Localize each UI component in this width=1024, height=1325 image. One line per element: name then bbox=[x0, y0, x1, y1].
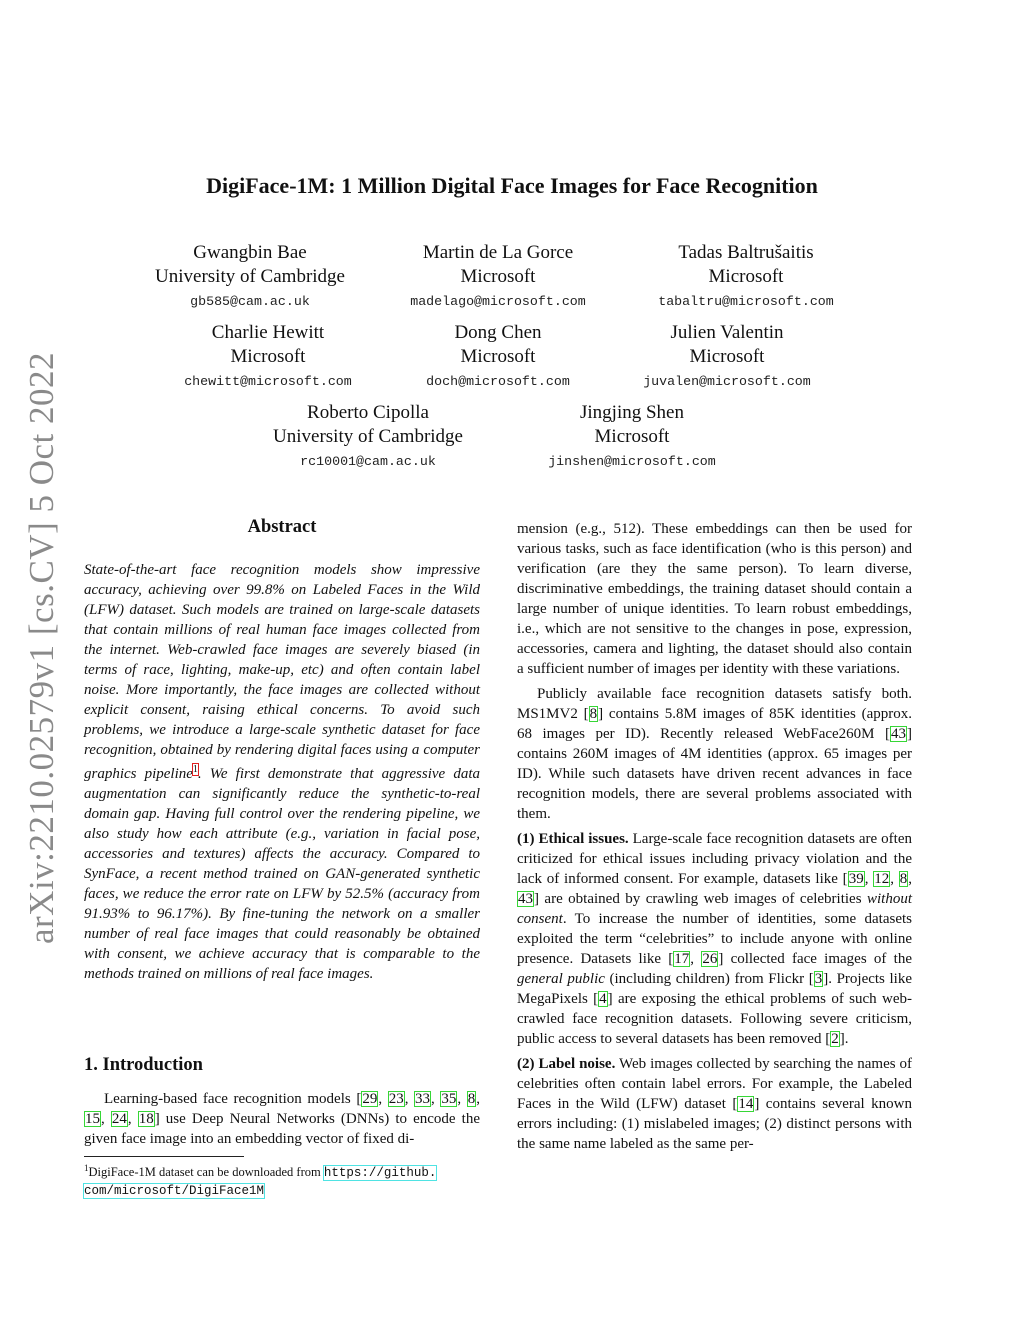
arxiv-stamp bbox=[22, 351, 62, 944]
text-run: ] contains 260M images of 4M identities (approx. 65 images per ID). While such datasets have driven recent advances in face recognition models, there are several problems associated with them. bbox=[517, 726, 912, 822]
citation-link[interactable]: 2 bbox=[831, 1031, 839, 1047]
author-name: Jingjing Shen bbox=[580, 402, 684, 423]
author-email[interactable]: jinshen@microsoft.com bbox=[548, 454, 716, 469]
author-email[interactable]: madelago@microsoft.com bbox=[410, 294, 586, 309]
author-name: Martin de La Gorce bbox=[422, 242, 574, 263]
author-block bbox=[502, 401, 762, 470]
text-run: ]. bbox=[839, 1031, 849, 1047]
author-name: Charlie Hewitt bbox=[211, 322, 325, 343]
footnote-url-part: https://github. bbox=[323, 1166, 437, 1181]
citation-link[interactable]: 14 bbox=[738, 1096, 754, 1112]
citation-link[interactable]: 23 bbox=[388, 1091, 404, 1107]
paragraph-heading: (2) Label noise. bbox=[517, 1056, 616, 1072]
author-name: Dong Chen bbox=[454, 322, 542, 343]
author-email[interactable]: doch@microsoft.com bbox=[426, 374, 570, 389]
text-run: (including children) from Flickr [ bbox=[604, 971, 814, 987]
author-affiliation: Microsoft bbox=[460, 265, 536, 287]
text-run: . To increase the number of identities, some datasets exploited the term “celebrities” to include anyone with online presence. Datasets like [ bbox=[517, 911, 912, 967]
paragraph-heading: (1) Ethical issues. bbox=[517, 831, 629, 847]
author-affiliation: University of Cambridge bbox=[273, 425, 463, 447]
citation-link[interactable]: 43 bbox=[518, 891, 533, 907]
text-run: ] use Deep Neural Networks (DNNs) to encode the given face image into an embedding vector of fixed di- bbox=[84, 1111, 480, 1147]
intro-paragraph: Learning-based face recognition models [29, 23, 33, 35, 8, 15, 24, 18] use Deep Neural Networks (DNNs) to encode the given face image into an embedding vector of fixed di- bbox=[84, 1091, 481, 1147]
arxiv-stamp-text: arXiv:2210.02579v1 [cs.CV] 5 Oct 2022 bbox=[22, 351, 62, 944]
author-email[interactable]: juvalen@microsoft.com bbox=[643, 374, 811, 389]
abstract-text-1: State-of-the-art face recognition models show impressive accuracy, achieving over 99.8% on Labeled Faces in the Wild (LFW) dataset. Such models are trained on large-scale datasets that contain millions of real human face images collected from the internet. Web-crawled face images are severely biased (in terms of race, lighting, make-up, etc) and often contain label noise. More importantly, the face images are collected without explicit consent, raising ethical concerns. To avoid such problems, we introduce a large-scale synthetic dataset for face recognition, obtained by rendering digital faces using a computer graphics pipeline bbox=[84, 562, 480, 782]
text-run: ] collected face images of the bbox=[718, 951, 913, 967]
author-email[interactable]: gb585@cam.ac.uk bbox=[190, 294, 310, 309]
citation-link[interactable]: 24 bbox=[111, 1111, 127, 1127]
text-run: Large-scale face recognition datasets are often criticized for ethical issues including privacy violation and the lack of informed consent. For example, datasets like [ bbox=[517, 831, 912, 887]
text-run: Publicly available face recognition datasets satisfy both. MS1MV2 [ bbox=[517, 686, 912, 722]
emphasis: without consent bbox=[517, 891, 912, 927]
author-email[interactable]: rc10001@cam.ac.uk bbox=[300, 454, 436, 469]
author-name: Gwangbin Bae bbox=[193, 242, 307, 263]
author-block bbox=[368, 241, 628, 310]
author-affiliation: Microsoft bbox=[460, 345, 536, 367]
author-block bbox=[616, 241, 876, 310]
citation-link[interactable]: 15 bbox=[85, 1111, 100, 1127]
abstract-heading: Abstract bbox=[247, 517, 317, 537]
footnote-text: DigiFace-1M dataset can be downloaded from bbox=[88, 1165, 324, 1180]
author-email[interactable]: chewitt@microsoft.com bbox=[184, 374, 352, 389]
section-heading-introduction: 1. Introduction bbox=[84, 1055, 203, 1075]
abstract-body bbox=[84, 560, 480, 984]
author-name: Roberto Cipolla bbox=[307, 402, 429, 423]
author-affiliation: Microsoft bbox=[689, 345, 765, 367]
author-block bbox=[120, 241, 380, 310]
footnote-link[interactable]: 1 bbox=[192, 764, 198, 775]
citation-link[interactable]: 29 bbox=[362, 1091, 378, 1107]
citation-link[interactable]: 43 bbox=[891, 726, 906, 742]
body-paragraph bbox=[517, 684, 912, 824]
footnote bbox=[84, 1160, 480, 1200]
emphasis: general public bbox=[517, 971, 605, 987]
text-run: ] are exposing the ethical problems of such web-crawled face recognition datasets. Following severe criticism, public access to several datasets has been removed [ bbox=[517, 991, 912, 1047]
citation-link[interactable]: 3 bbox=[814, 971, 823, 987]
citation-link[interactable]: 8 bbox=[589, 706, 598, 722]
footnote-number: 1 bbox=[84, 1163, 89, 1173]
body-paragraph: (1) Ethical issues. Large-scale face recognition datasets are often criticized for ethical issues including privacy violation and the lack of informed consent. For example, datasets like [39, 12, 8, 43] are obtained by crawling web images of celebrities without consent. To increase the number of identities, some datasets exploited the term “celebrities” to include anyone with online presence. Datasets like [17, 26] collected face images of the general public (including children) from Flickr [3]. Projects like MegaPixels [4] are exposing the ethical problems of such web-crawled face recognition datasets. Following severe criticism, public access to several datasets has been removed [2]. bbox=[517, 831, 913, 1047]
author-email[interactable]: tabaltru@microsoft.com bbox=[658, 294, 834, 309]
text-run: ] contains 5.8M images of 85K identities (approx. 68 images per ID). Recently released WebFace260M [ bbox=[517, 706, 912, 742]
author-block bbox=[368, 321, 628, 390]
citation-link[interactable]: 35 bbox=[441, 1091, 457, 1107]
citation-link[interactable]: 4 bbox=[599, 991, 607, 1007]
text-run: ] contains several known errors including: (1) mislabeled images; (2) distinct persons with the same name labeled as the same per- bbox=[517, 1096, 912, 1152]
citation-link[interactable]: 33 bbox=[415, 1091, 431, 1107]
abstract-text-2: . We first demonstrate that aggressive data augmentation can significantly reduce the synthetic-to-real domain gap. Having full control over the rendering pipeline, we also study how each attribute (e.g., variation in facial pose, accessories and textures) affects the accuracy. Compared to SynFace, a recent method trained on GAN-generated synthetic faces, we reduce the error rate on LFW by 52.5% (accuracy from 91.93% to 96.17%). By fine-tuning the network on a smaller number of real face images that could reasonably be obtained with consent, we achieve accuracy that is comparable to the methods trained on millions of real face images. bbox=[84, 766, 480, 982]
author-affiliation: University of Cambridge bbox=[155, 265, 345, 287]
citation-link[interactable]: 12 bbox=[874, 871, 890, 887]
author-name: Tadas Baltrušaitis bbox=[678, 242, 814, 263]
author-affiliation: Microsoft bbox=[230, 345, 306, 367]
paper-title: DigiFace-1M: 1 Million Digital Face Images for Face Recognition bbox=[206, 173, 818, 198]
author-affiliation: Microsoft bbox=[594, 425, 670, 447]
body-paragraph bbox=[517, 1054, 912, 1154]
citation-link[interactable]: 26 bbox=[702, 951, 718, 967]
citation-link[interactable]: 18 bbox=[138, 1111, 154, 1127]
text-run: Web images collected by searching the names of celebrities often contain label errors. For example, the Labeled Faces in the Wild (LFW) dataset [ bbox=[517, 1056, 913, 1112]
text-run: ] are obtained by crawling web images of celebrities bbox=[534, 891, 867, 907]
citation-link[interactable]: 17 bbox=[674, 951, 690, 967]
citation-link[interactable]: 8 bbox=[467, 1091, 476, 1107]
citation-link[interactable]: 39 bbox=[848, 871, 864, 887]
author-name: Julien Valentin bbox=[670, 322, 784, 343]
right-column bbox=[517, 519, 912, 1159]
body-paragraph: mension (e.g., 512). These embeddings can then be used for various tasks, such as face identification (who is this person) and verification (are they the same person). To learn diverse, discriminative embeddings, the training dataset should contain a large number of unique identities. To learn robust embeddings, i.e., which are not sensitive to the changes in pose, expression, accessories, camera and lighting, the dataset should also contain a sufficient number of images per identity with these variations. bbox=[517, 521, 912, 677]
footnote-divider bbox=[84, 1156, 244, 1157]
citation-link[interactable]: 8 bbox=[899, 871, 908, 887]
author-block bbox=[138, 321, 398, 390]
author-block bbox=[597, 321, 857, 390]
text-run: Learning-based face recognition models [ bbox=[104, 1091, 362, 1107]
text-run: ]. Projects like MegaPixels [ bbox=[517, 971, 912, 1007]
footnote-url-part: com/microsoft/DigiFace1M bbox=[84, 1184, 265, 1199]
author-affiliation: Microsoft bbox=[708, 265, 784, 287]
author-block bbox=[238, 401, 498, 470]
